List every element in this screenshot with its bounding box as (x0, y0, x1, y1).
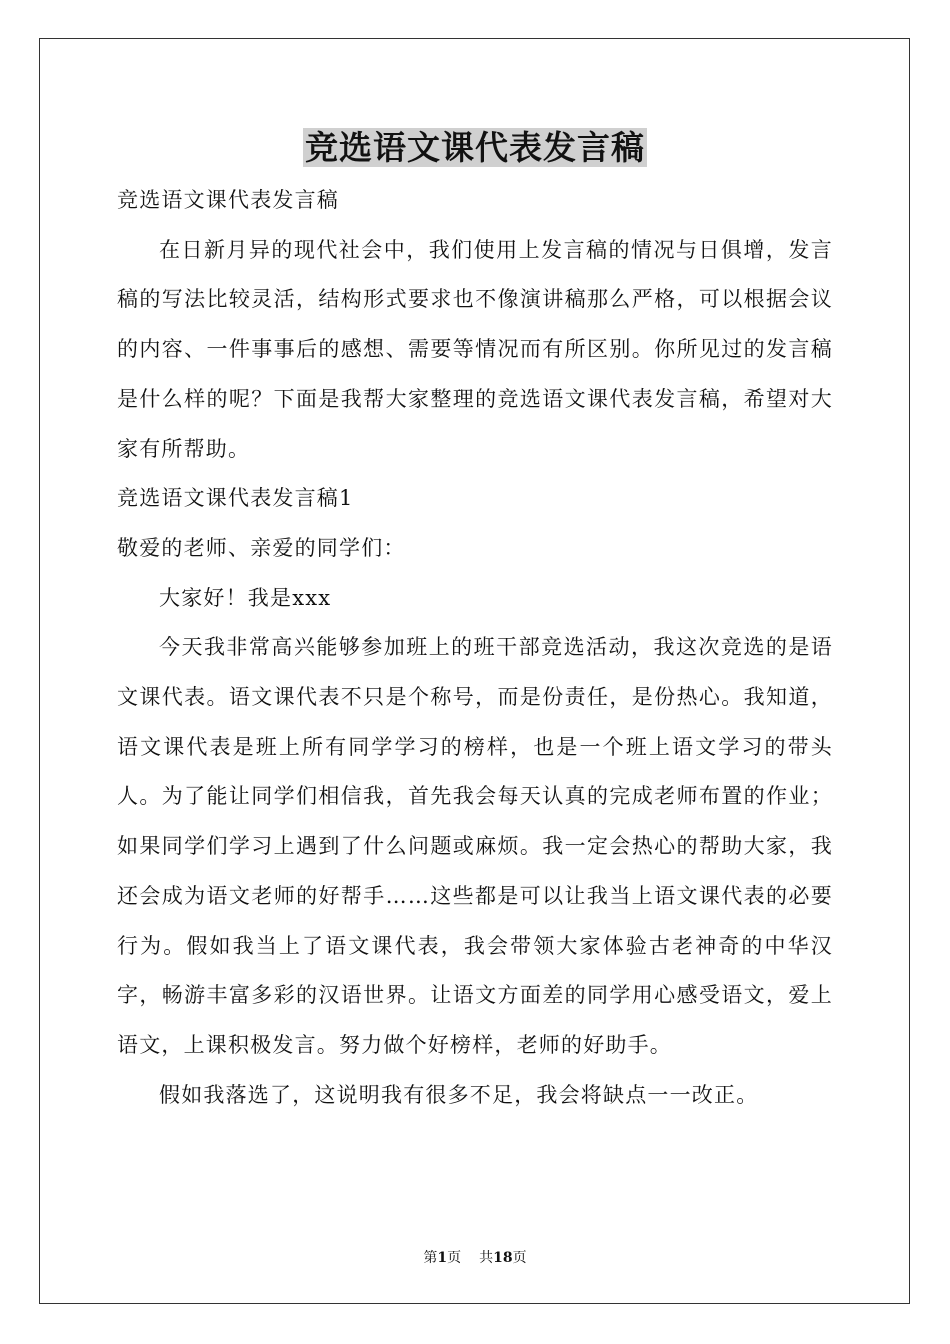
total-suffix: 页 (512, 1250, 527, 1266)
paragraph-closing: 假如我落选了，这说明我有很多不足，我会将缺点一一改正。 (159, 1082, 759, 1107)
paragraph-intro: 在日新月异的现代社会中，我们使用上发言稿的情况与日俱增，发言稿的写法比较灵活，结构形式要求也不像演讲稿那么严格，可以根据会议的内容、一件事事后的感想、需要等情况而有所区别。你所见过的发言稿是什么样的呢？下面是我帮大家整理的竞选语文课代表发言稿，希望对大家有所帮助。 (117, 237, 833, 461)
paragraph-heading-1: 竞选语文课代表发言稿1 (117, 486, 354, 511)
paragraph-salutation: 敬爱的老师、亲爱的同学们： (117, 535, 406, 560)
total-prefix: 共 (479, 1250, 494, 1266)
page-footer (0, 1248, 950, 1268)
document-title (0, 126, 950, 170)
document-body (117, 176, 833, 1120)
page-total: 18 (493, 1250, 513, 1266)
document-title-text: 竞选语文课代表发言稿 (305, 128, 645, 167)
paragraph-greeting: 大家好！我是xxx (159, 585, 332, 610)
paragraph-subtitle: 竞选语文课代表发言稿 (117, 188, 339, 212)
paragraph-body: 今天我非常高兴能够参加班上的班干部竞选活动，我这次竞选的是语文课代表。语文课代表不只是个称号，而是份责任，是份热心。我知道，语文课代表是班上所有同学学习的榜样，也是一个班上语文学习的带头人。为了能让同学们相信我，首先我会每天认真的完成老师布置的作业；如果同学们学习上遇到了什么问题或麻烦。我一定会热心的帮助大家，我还会成为语文老师的好帮手……这些都是可以让我当上语文课代表的必要行为。假如我当上了语文课代表，我会带领大家体验古老神奇的中华汉字，畅游丰富多彩的汉语世界。让语文方面差的同学用心感受语文，爱上语文，上课积极发言。努力做个好榜样，老师的好助手。 (117, 635, 833, 1057)
page-prefix: 第 (423, 1250, 438, 1266)
page-current: 1 (437, 1250, 448, 1266)
page-suffix: 页 (447, 1250, 462, 1266)
